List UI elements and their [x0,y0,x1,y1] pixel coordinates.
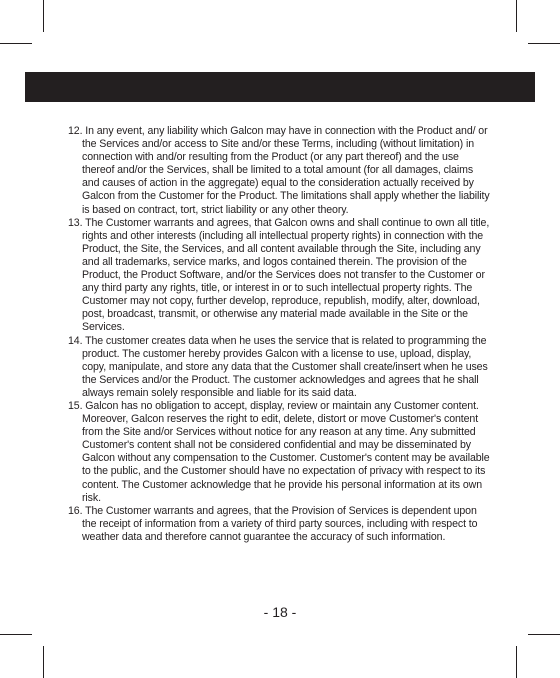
clause-number: 12. [68,125,83,137]
crop-mark [516,0,517,32]
clause-number: 16. [68,504,83,517]
clause-number: 14. [68,334,83,347]
clause-number: 15. [68,399,83,412]
clause-number: 13. [68,216,83,229]
clause-16 [68,505,490,544]
page-number: - 18 - [263,604,297,620]
clause-14 [68,335,490,400]
crop-mark [0,634,32,635]
clause-text: Galcon has no obligation to accept, display, review or maintain any Customer content. Moreover, Galcon reserves the right to edit, delete, distort or move Customer's content from the Site and/or Services without notice for any reason at any time. Any submitted Customer's content shall not be considered confidential and may be disseminated by Galcon without any compensation to the Customer. Customer's content may be available to the public, and the Customer should have no expectation of privacy with respect to its content. The Customer acknowledge that he provide his personal information at its own risk. [82,399,490,504]
header-bar [25,72,535,102]
clause-text: In any event, any liability which Galcon may have in connection with the Product and/ or the Services and/or access to Site and/or these Terms, including (without limitation) in connection with and/or resulting from the Product (or any part thereof) and the use thereof and/or the Services, shall be limited to a total amount (for all damages, claims and causes of action in the aggregate) equal to the consideration actually received by Galcon from the Customer for the Product. The limitations shall apply whether the liability is based on contract, tort, strict liability or any other theory. [82,125,490,216]
crop-mark [0,43,32,44]
crop-mark [43,0,44,32]
clause-13 [68,217,490,335]
clause-text: The Customer warrants and agrees, that the Provision of Services is dependent upon the receipt of information from a variety of third party sources, including with respect to weather data and therefore cannot guarantee the accuracy of such information. [82,504,478,543]
crop-mark [516,646,517,678]
clause-text: The Customer warrants and agrees, that Galcon owns and shall continue to own all title, rights and other interests (including all intellectual property rights) in connection with the Product, the Site, the Services, and all content available through the Site, including any and all trademarks, service marks, and logos contained therein. The provision of the Product, the Product Software, and/or the Services does not transfer to the Customer or any third party any rights, title, or interest in or to such intellectual property rights. The Customer may not copy, further develop, reproduce, republish, modify, alter, download, post, broadcast, transmit, or otherwise any material made available in the Site or the Services. [82,216,490,334]
terms-clauses [68,125,490,544]
crop-mark [528,634,560,635]
clause-text: The customer creates data when he uses the service that is related to programming the product. The customer hereby provides Galcon with a license to use, upload, display, copy, manipulate, and store any data that the Customer shall create/insert when he uses the Services and/or the Product. The customer acknowledges and agrees that he shall always remain solely responsible and liable for its said data. [82,334,488,399]
clause-15 [68,400,490,505]
crop-mark [43,646,44,678]
crop-mark [528,43,560,44]
clause-12 [68,125,490,217]
